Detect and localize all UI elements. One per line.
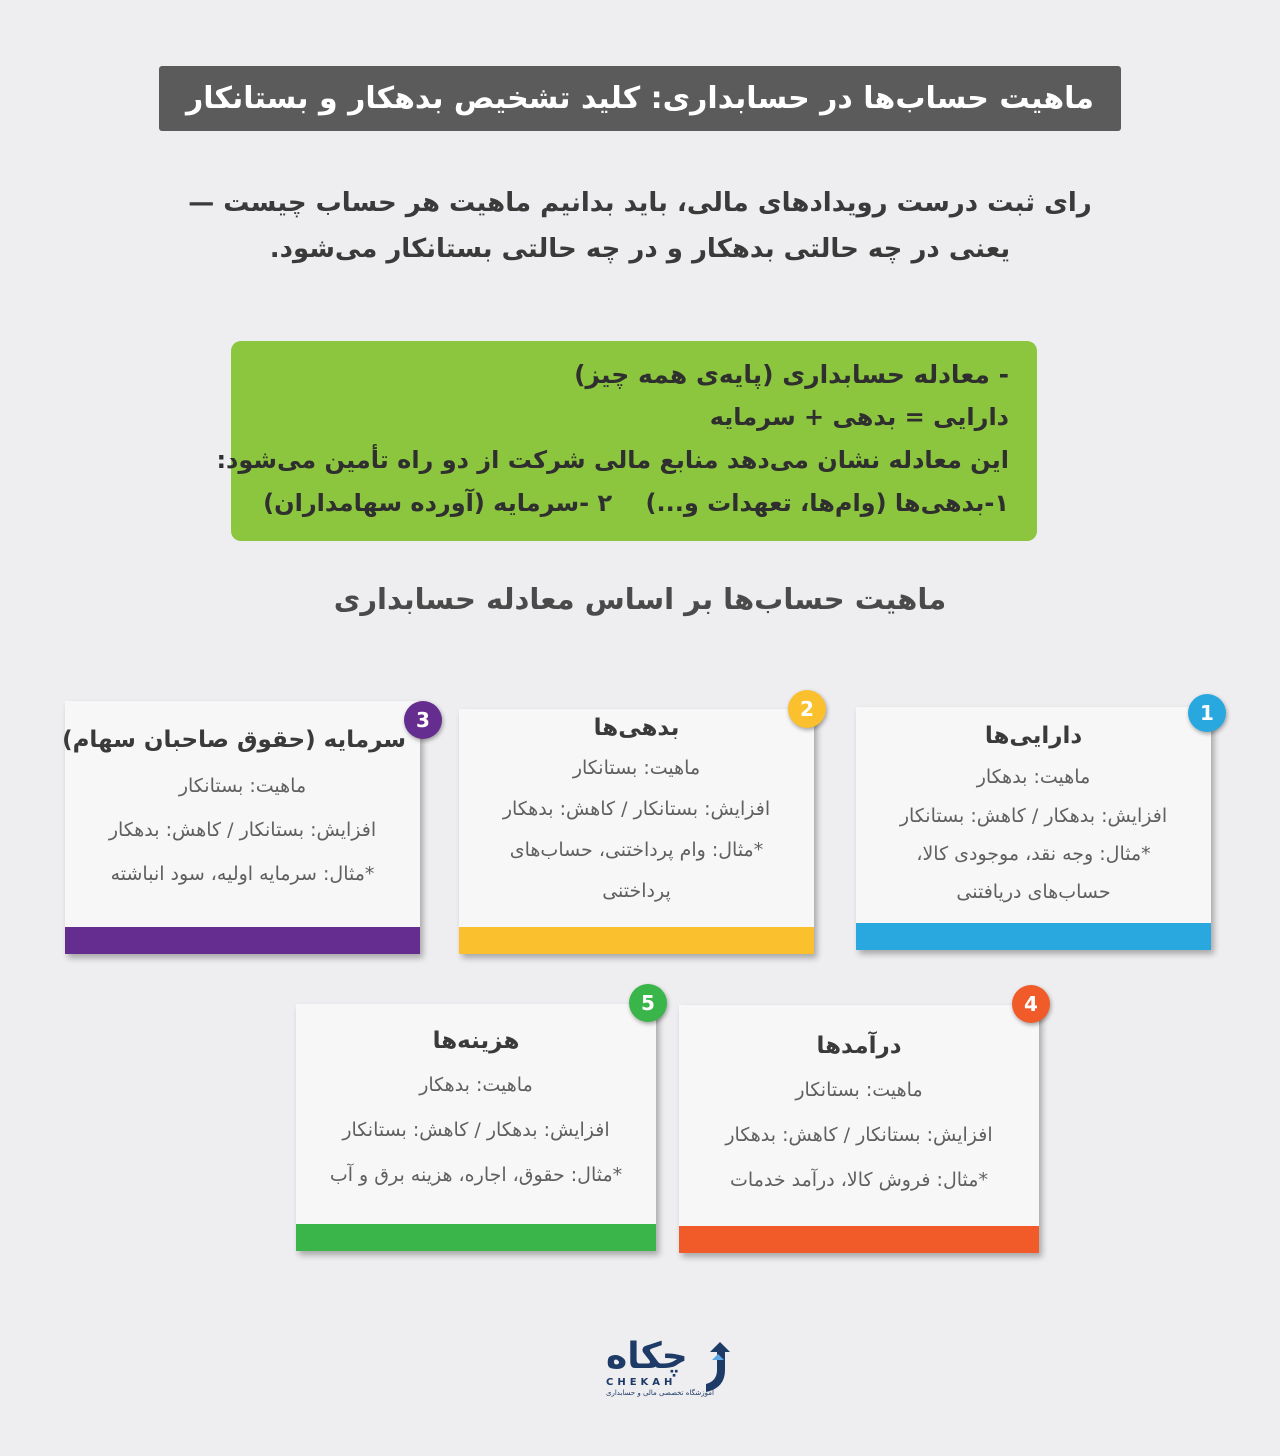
badge-4: 4: [1012, 985, 1050, 1023]
card-example-cont: پرداختنی: [602, 880, 671, 902]
badge-3: 3: [404, 701, 442, 739]
equation-title: - معادله حسابداری (پایه‌ی همه چیز): [574, 360, 1009, 389]
card-title: دارایی‌ها: [984, 723, 1083, 749]
card-example-cont: حساب‌های دریافتنی: [956, 881, 1111, 903]
equation-description: این معادله نشان می‌دهد منابع مالی شرکت از دو راه تأمین می‌شود:: [216, 446, 1009, 474]
section-title: ماهیت حساب‌ها بر اساس معادله حسابداری: [333, 582, 947, 616]
chekah-logo: [560, 1330, 740, 1410]
card-nature: ماهیت: بستانکار: [795, 1079, 923, 1101]
accounting-equation-box: [216, 341, 1037, 541]
card-liabilities: [459, 709, 814, 954]
card-title: بدهی‌ها: [593, 715, 680, 741]
badge-5: 5: [629, 984, 667, 1022]
card-title: هزینه‌ها: [432, 1028, 520, 1054]
card-example: *مثال: وام پرداختنی، حساب‌های: [509, 839, 764, 861]
card-change: افزایش: بستانکار / کاهش: بدهکار: [725, 1124, 993, 1146]
card-nature: ماهیت: بدهکار: [419, 1074, 533, 1096]
card-revenues: [679, 1005, 1039, 1253]
intro-line-1: رای ثبت درست رویدادهای مالی، باید بدانیم ماهیت هر حساب چیست —: [188, 188, 1092, 218]
equation-formula: دارایی = بدهی + سرمایه: [709, 403, 1009, 431]
card-equity: [62, 701, 420, 954]
card-color-bar: [459, 927, 814, 954]
card-color-bar: [856, 923, 1211, 950]
card-example: *مثال: حقوق، اجاره، هزینه برق و آب: [329, 1164, 623, 1186]
card-title: درآمدها: [816, 1033, 902, 1059]
card-color-bar: [679, 1226, 1039, 1253]
logo-name: چکاه: [606, 1336, 688, 1377]
card-change: افزایش: بستانکار / کاهش: بدهکار: [108, 819, 377, 841]
page-title-banner: [159, 66, 1121, 131]
card-change: افزایش: بدهکار / کاهش: بستانکار: [342, 1119, 610, 1141]
card-nature: ماهیت: بستانکار: [178, 775, 307, 797]
card-change: افزایش: بدهکار / کاهش: بستانکار: [899, 805, 1168, 827]
card-color-bar: [296, 1224, 656, 1251]
card-example: *مثال: فروش کالا، درآمد خدمات: [730, 1169, 988, 1191]
logo-tagline: آموزشگاه تخصصی مالی و حسابداری: [606, 1389, 714, 1397]
card-title: سرمایه (حقوق صاحبان سهام): [62, 727, 406, 753]
card-assets: [856, 707, 1211, 950]
card-nature: ماهیت: بستانکار: [572, 757, 701, 779]
intro-line-2: یعنی در چه حالتی بدهکار و در چه حالتی بستانکار می‌شود.: [269, 234, 1011, 264]
intro-paragraph: [150, 180, 1130, 272]
logo-latin: CHEKAH: [606, 1377, 677, 1388]
badge-1: 1: [1188, 694, 1226, 732]
equation-sources: ۱-بدهی‌ها (وام‌ها، تعهدات و...) ۲ -سرمایه (آورده سهامداران): [263, 489, 1009, 517]
card-color-bar: [65, 927, 420, 954]
card-example: *مثال: وجه نقد، موجودی کالا،: [916, 843, 1151, 865]
page-title: ماهیت حساب‌ها در حسابداری: کلید تشخیص بدهکار و بستانکار: [186, 81, 1094, 116]
badge-2: 2: [788, 690, 826, 728]
card-expenses: [296, 1004, 656, 1251]
card-change: افزایش: بستانکار / کاهش: بدهکار: [502, 798, 771, 820]
card-example: *مثال: سرمایه اولیه، سود انباشته: [110, 863, 375, 885]
card-nature: ماهیت: بدهکار: [976, 766, 1091, 788]
